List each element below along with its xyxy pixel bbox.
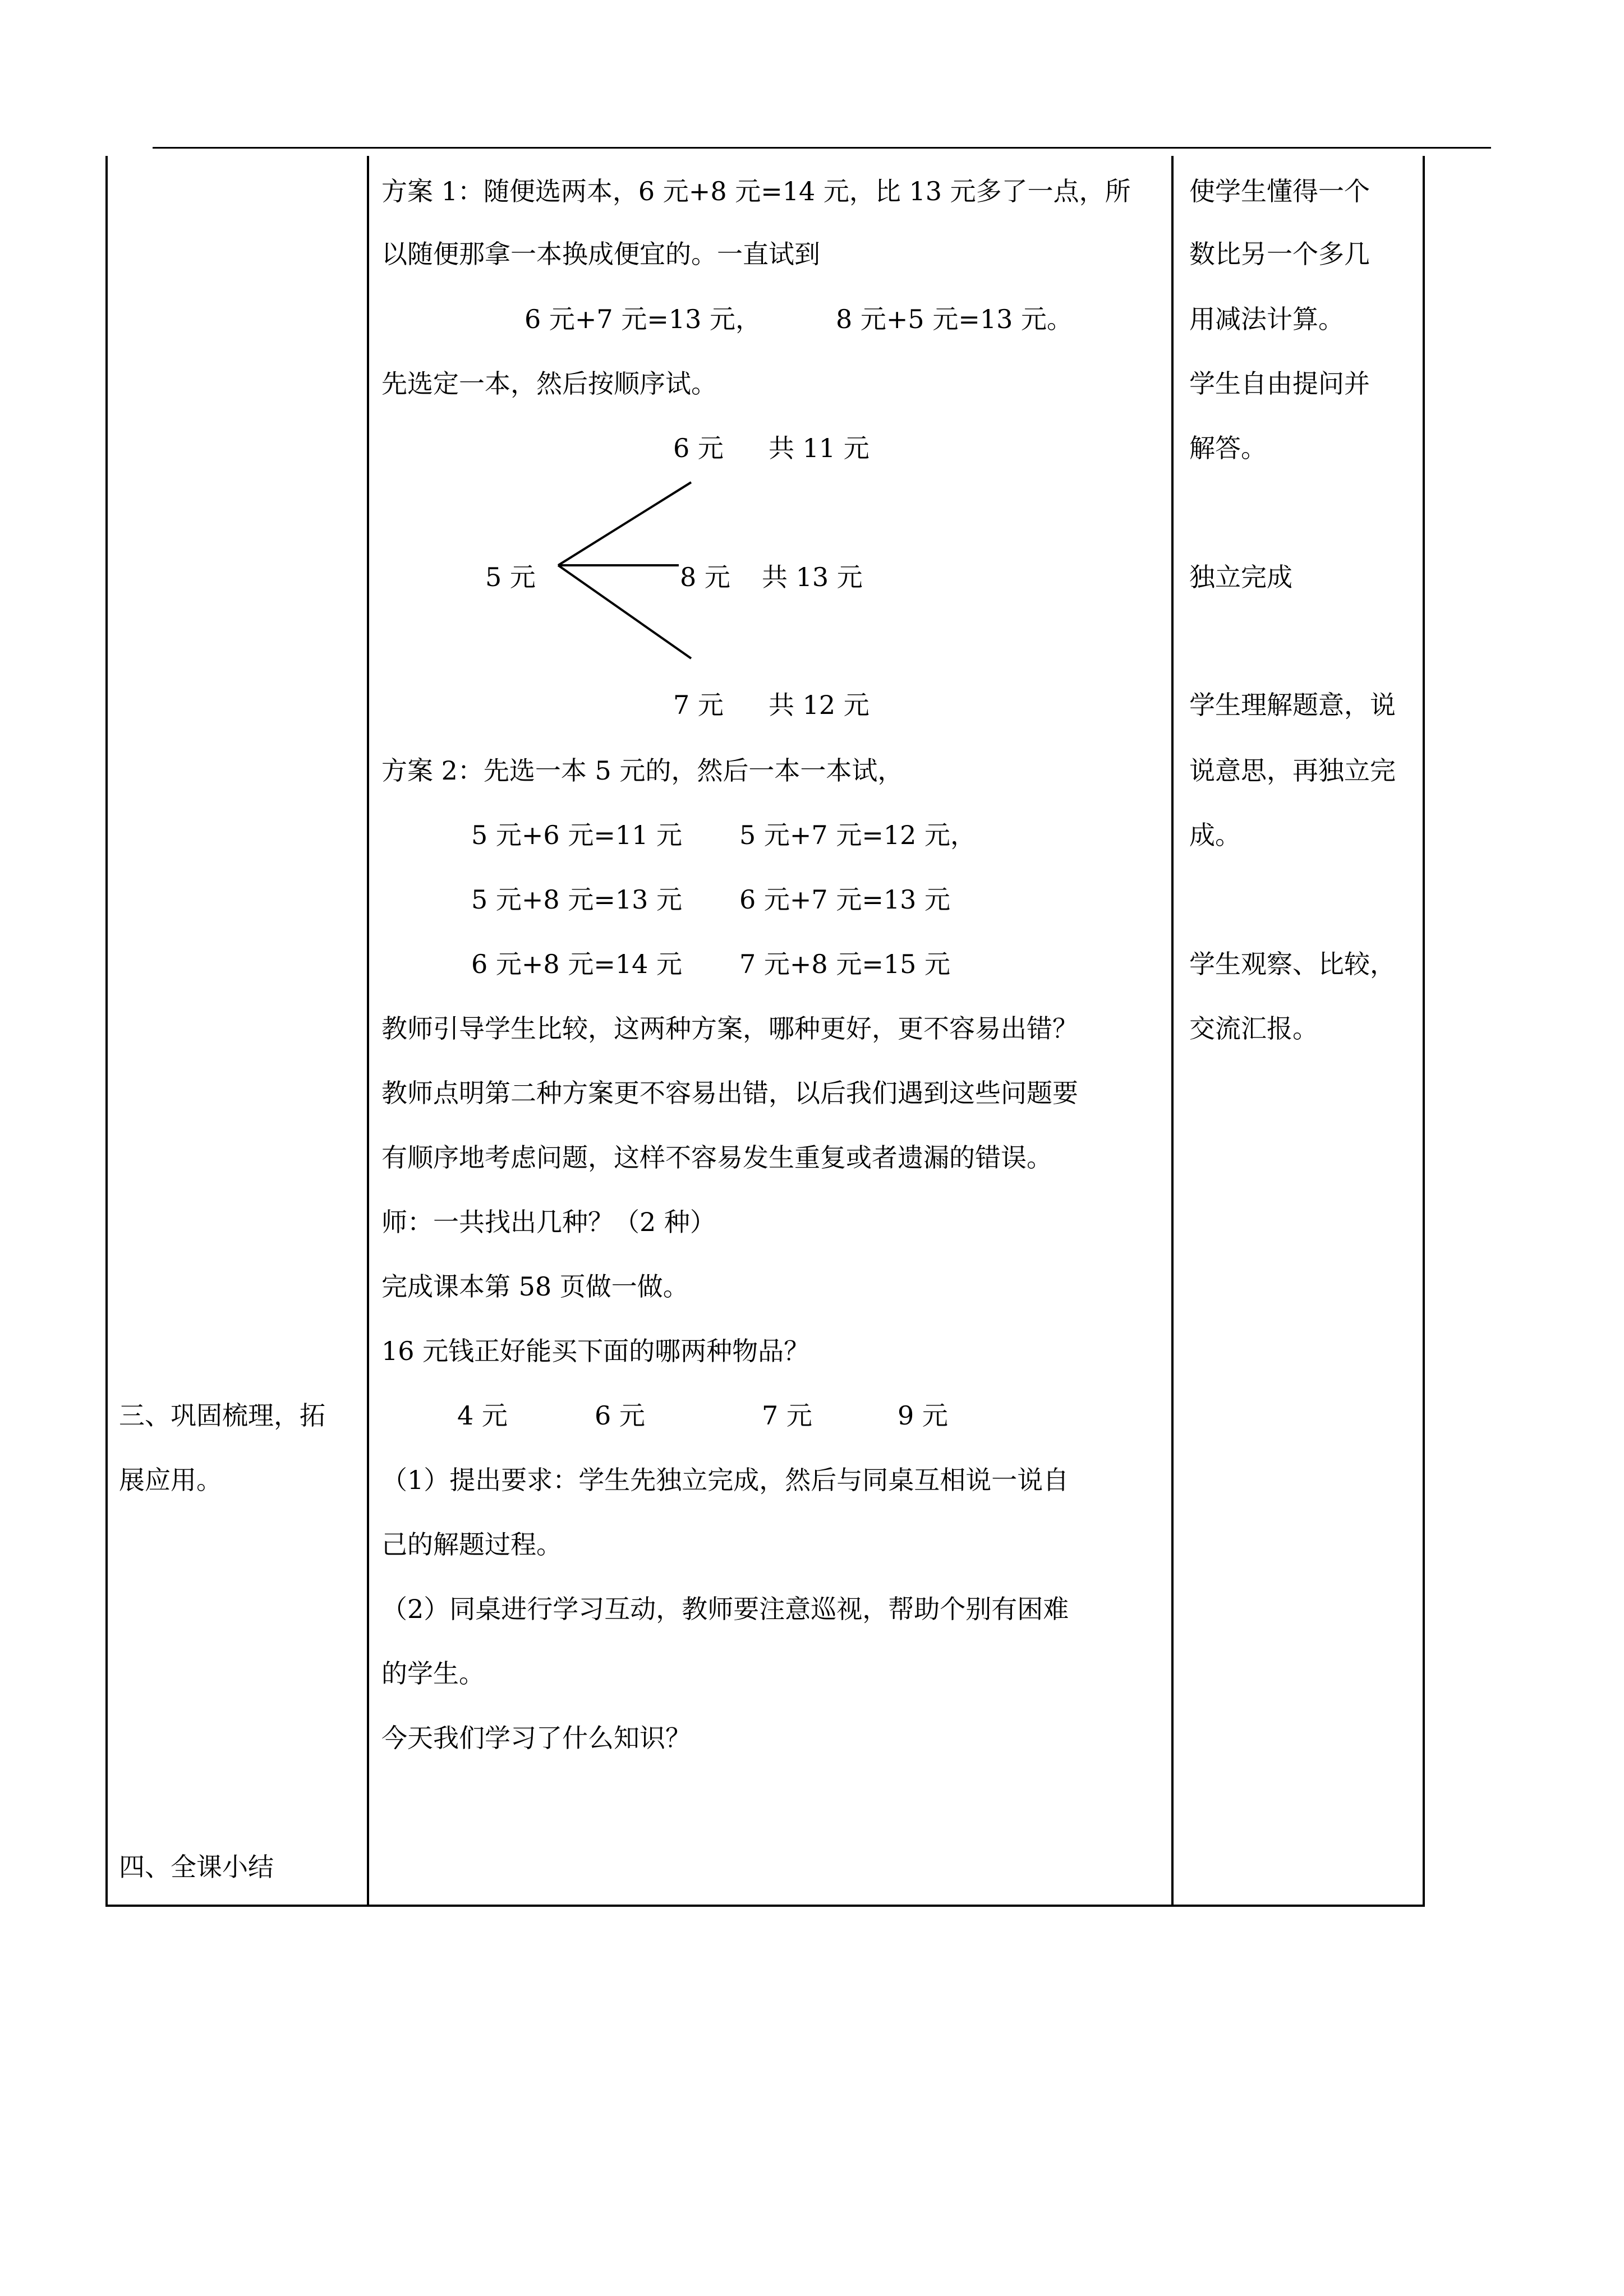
price-4: 9 元 [898,1400,948,1431]
tree-top-total: 共 11 元 [769,433,869,463]
plan1-line2: 以随便那拿一本换成便宜的。一直试到 [381,239,820,269]
activity-1-line2: 数比另一个多几 [1189,239,1370,269]
section-four: 四、全课小结 [119,1852,274,1882]
step1-line1: （1）提出要求：学生先独立完成，然后与同桌互相说一说自 [381,1465,1069,1495]
step2-line2: 的学生。 [381,1658,485,1689]
activity-2-line2: 解答。 [1189,433,1267,463]
teacher-point-line2: 有顺序地考虑问题，这样不容易发生重复或者遗漏的错误。 [381,1142,1052,1173]
textbook-exercise: 完成课本第 58 页做一做。 [381,1271,689,1302]
tree-mid-total: 共 13 元 [762,562,863,592]
table-divider-1 [367,156,369,1907]
plan2-eq-3b: 7 元+8 元=15 元 [739,949,951,979]
plan2-eq-1a: 5 元+6 元=11 元 [471,820,683,850]
teacher-compare: 教师引导学生比较，这两种方案，哪种更好，更不容易出错？ [381,1013,1078,1044]
tree-branch-top [558,482,691,565]
section-three-line1: 三、巩固梳理，拓 [119,1400,325,1431]
tree-bottom-price: 7 元 [673,690,724,720]
tree-branches [539,471,707,673]
activity-3: 独立完成 [1189,562,1292,592]
step2-line1: （2）同桌进行学习互动，教师要注意巡视，帮助个别有困难 [381,1594,1069,1624]
activity-4-line3: 成。 [1189,820,1241,850]
tree-bottom-total: 共 12 元 [769,690,869,720]
activity-4-line2: 说意思，再独立完 [1189,755,1396,786]
tree-root-price: 5 元 [485,562,536,592]
plan1-equation-1: 6 元+7 元=13 元， [525,304,762,334]
exercise-question: 16 元钱正好能买下面的哪两种物品？ [381,1336,810,1366]
activity-1-line3: 用减法计算。 [1189,304,1344,334]
table-border-bottom [105,1905,1425,1907]
plan2-eq-3a: 6 元+8 元=14 元 [471,949,683,979]
activity-2-line1: 学生自由提问并 [1189,368,1370,399]
tree-mid-price: 8 元 [680,562,730,592]
teacher-point-line1: 教师点明第二种方案更不容易出错，以后我们遇到这些问题要 [381,1078,1078,1108]
plan1-line3: 先选定一本，然后按顺序试。 [381,368,717,399]
table-divider-2 [1171,156,1174,1907]
tree-branch-bottom [558,565,691,658]
plan2-line1: 方案 2：先选一本 5 元的，然后一本一本试， [381,755,904,786]
plan2-eq-2b: 6 元+7 元=13 元 [739,884,951,915]
tree-top-price: 6 元 [673,433,724,463]
summary-question: 今天我们学习了什么知识？ [381,1723,691,1753]
activity-5-line1: 学生观察、比较， [1189,949,1396,979]
table-border-right [1423,156,1425,1907]
price-3: 7 元 [762,1400,812,1431]
plan1-line1: 方案 1：随便选两本，6 元+8 元=14 元，比 13 元多了一点，所 [381,176,1131,206]
header-rule [153,147,1491,149]
price-2: 6 元 [595,1400,645,1431]
plan2-eq-1b: 5 元+7 元=12 元， [739,820,977,850]
teacher-question: 师：一共找出几种？（2 种） [381,1207,716,1237]
step1-line2: 己的解题过程。 [381,1529,562,1560]
activity-5-line2: 交流汇报。 [1189,1013,1318,1044]
activity-1-line1: 使学生懂得一个 [1189,176,1370,206]
plan2-eq-2a: 5 元+8 元=13 元 [471,884,683,915]
table-border-left [105,156,108,1907]
price-1: 4 元 [457,1400,508,1431]
activity-4-line1: 学生理解题意，说 [1189,690,1396,720]
section-three-line2: 展应用。 [119,1465,222,1495]
plan1-equation-2: 8 元+5 元=13 元。 [836,304,1073,334]
